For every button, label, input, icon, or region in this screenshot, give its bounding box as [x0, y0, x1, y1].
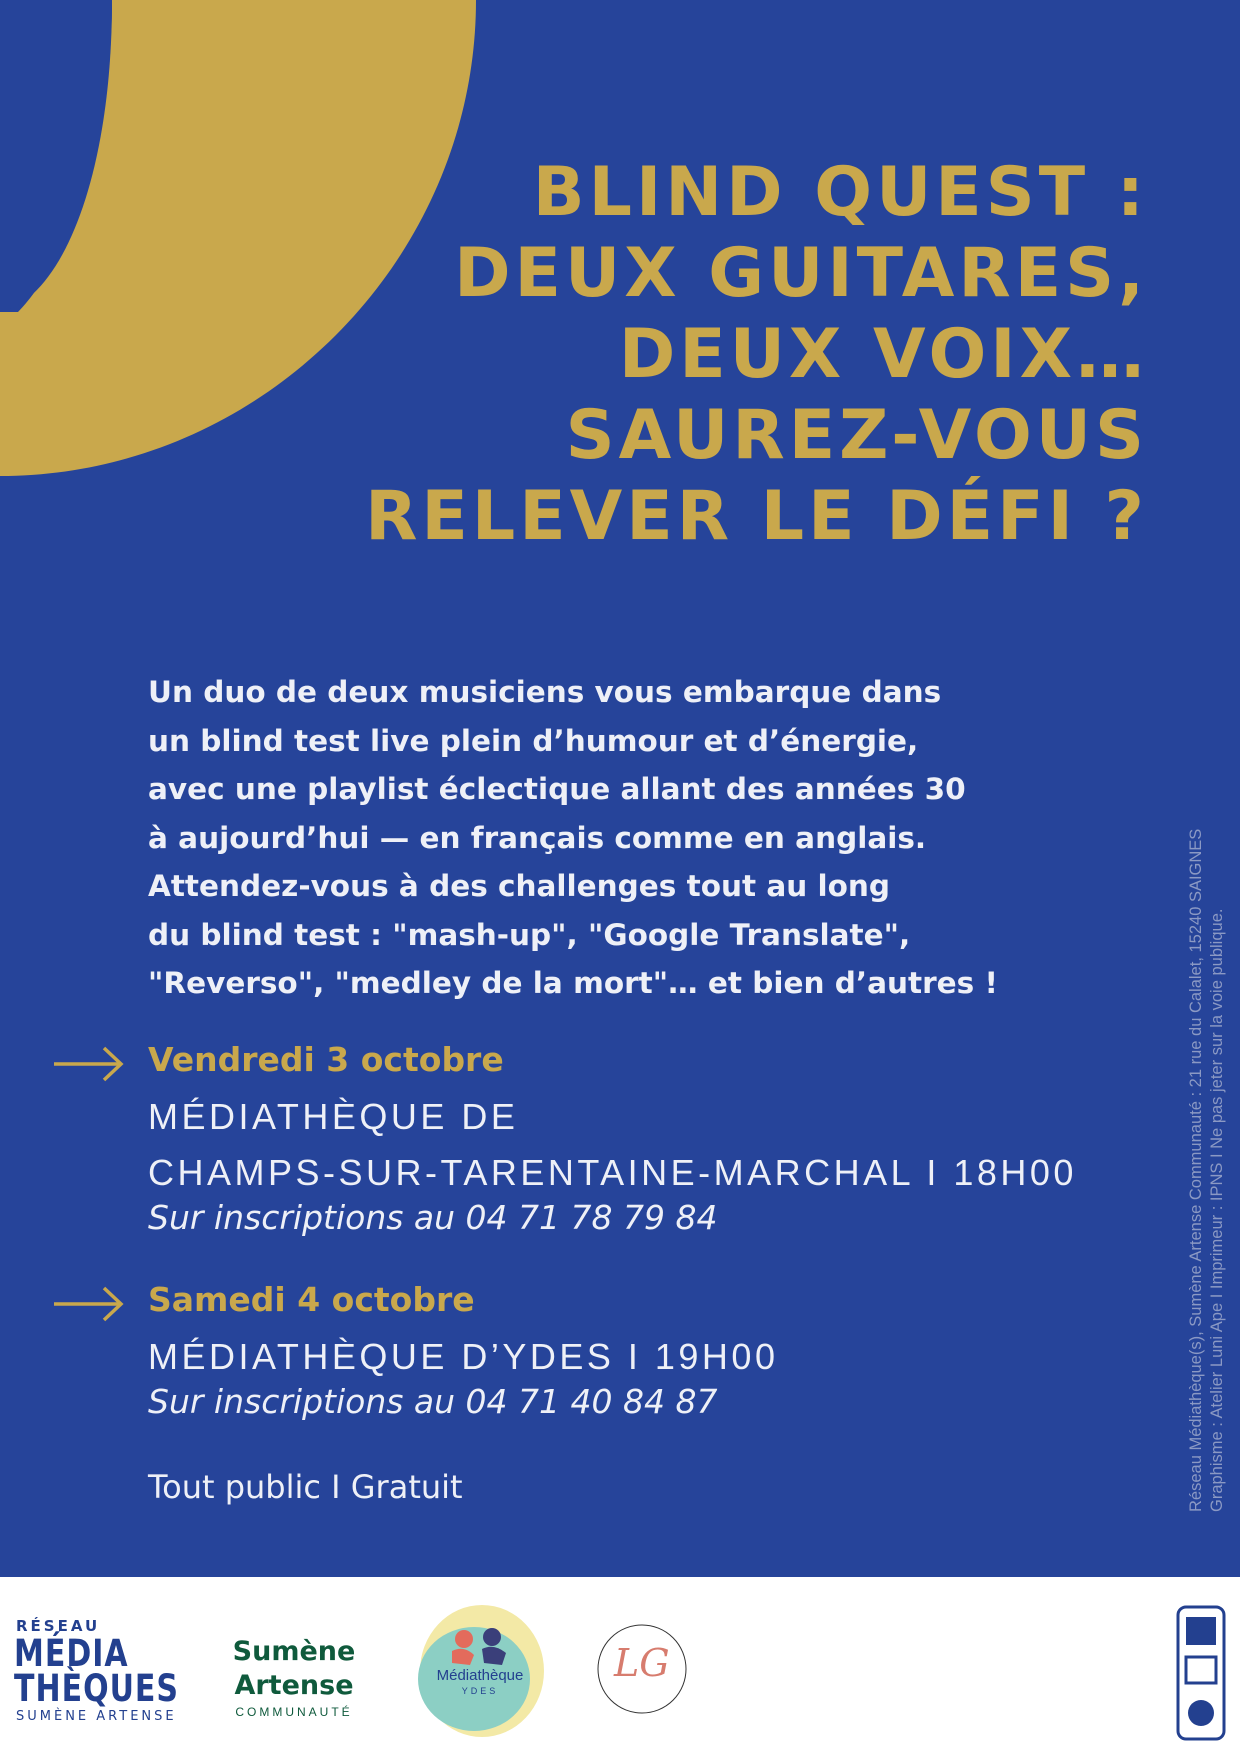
- champs-logo-monogram: LG: [614, 1641, 670, 1685]
- reseau-logo-word: MÉDIA: [14, 1632, 129, 1676]
- reseau-mediatheques-logo: [14, 1617, 184, 1727]
- arrow-right-icon: [52, 1044, 124, 1084]
- legal-credits: [1186, 692, 1228, 1512]
- intro-paragraph: [148, 668, 1098, 1008]
- intro-line: Attendez-vous à des challenges tout au long: [148, 869, 891, 903]
- partner-logos-bar: [0, 1577, 1240, 1748]
- poster-title: [248, 152, 1148, 557]
- reseau-logo-top: RÉSEAU: [16, 1617, 101, 1635]
- title-line: BLIND QUEST :: [532, 153, 1148, 232]
- title-line: DEUX GUITARES,: [454, 234, 1148, 313]
- event-registration: Sur inscriptions au 04 71 40 84 87: [148, 1382, 718, 1421]
- title-line: SAUREZ-VOUS: [565, 396, 1148, 475]
- intro-line: "Reverso", "medley de la mort"… et bien d’autres !: [148, 966, 998, 1000]
- event-registration: Sur inscriptions au 04 71 78 79 84: [148, 1198, 718, 1237]
- ydes-logo-sub: YDES: [461, 1686, 499, 1696]
- reseau-logo-bottom: SUMÈNE ARTENSE: [16, 1709, 177, 1724]
- audience-info: Tout public I Gratuit: [148, 1468, 463, 1506]
- sumene-logo-sub: COMMUNAUTÉ: [235, 1705, 353, 1719]
- intro-line: du blind test : "mash-up", "Google Translate",: [148, 917, 911, 952]
- intro-line: à aujourd’hui — en français comme en anglais.: [148, 820, 927, 855]
- event-date: Vendredi 3 octobre: [148, 1040, 504, 1079]
- mediatheque-champs-logo: [578, 1605, 706, 1733]
- event-date: Samedi 4 octobre: [148, 1280, 475, 1319]
- ydes-logo-label: Médiathèque: [436, 1667, 524, 1684]
- intro-line: Un duo de deux musiciens vous embarque dans: [148, 675, 942, 709]
- event-venue: MÉDIATHÈQUE DE: [148, 1096, 519, 1137]
- intro-line: avec une playlist éclectique allant des années 30: [148, 772, 966, 806]
- event-venue: CHAMPS-SUR-TARENTAINE-MARCHAL I 18H00: [148, 1152, 1077, 1193]
- reseau-logo-word: THÈQUES: [14, 1667, 180, 1711]
- title-line: RELEVER LE DÉFI ?: [365, 477, 1148, 556]
- title-line: DEUX VOIX…: [618, 315, 1148, 394]
- sumene-logo-name: Artense: [234, 1670, 354, 1701]
- intro-line: un blind test live plein d’humour et d’énergie,: [148, 723, 919, 758]
- event-venue: MÉDIATHÈQUE D’YDES I 19H00: [148, 1336, 779, 1377]
- reseau-logo-wordmark: [14, 1632, 180, 1711]
- credits-line: Graphisme : Atelier Luni Ape I Imprimeur : IPNS I Ne pas jeter sur la voie publique.: [1208, 908, 1226, 1512]
- sumene-artense-logo: [214, 1635, 374, 1725]
- printer-eco-logo: [1176, 1605, 1226, 1741]
- credits-line: Réseau Médiathèque(s), Sumène Artense Communauté : 21 rue du Calalet, 15240 SAIGNES: [1187, 828, 1205, 1512]
- sumene-logo-name: Sumène: [232, 1636, 356, 1667]
- mediatheque-ydes-logo: [412, 1599, 548, 1741]
- arrow-right-icon: [52, 1284, 124, 1324]
